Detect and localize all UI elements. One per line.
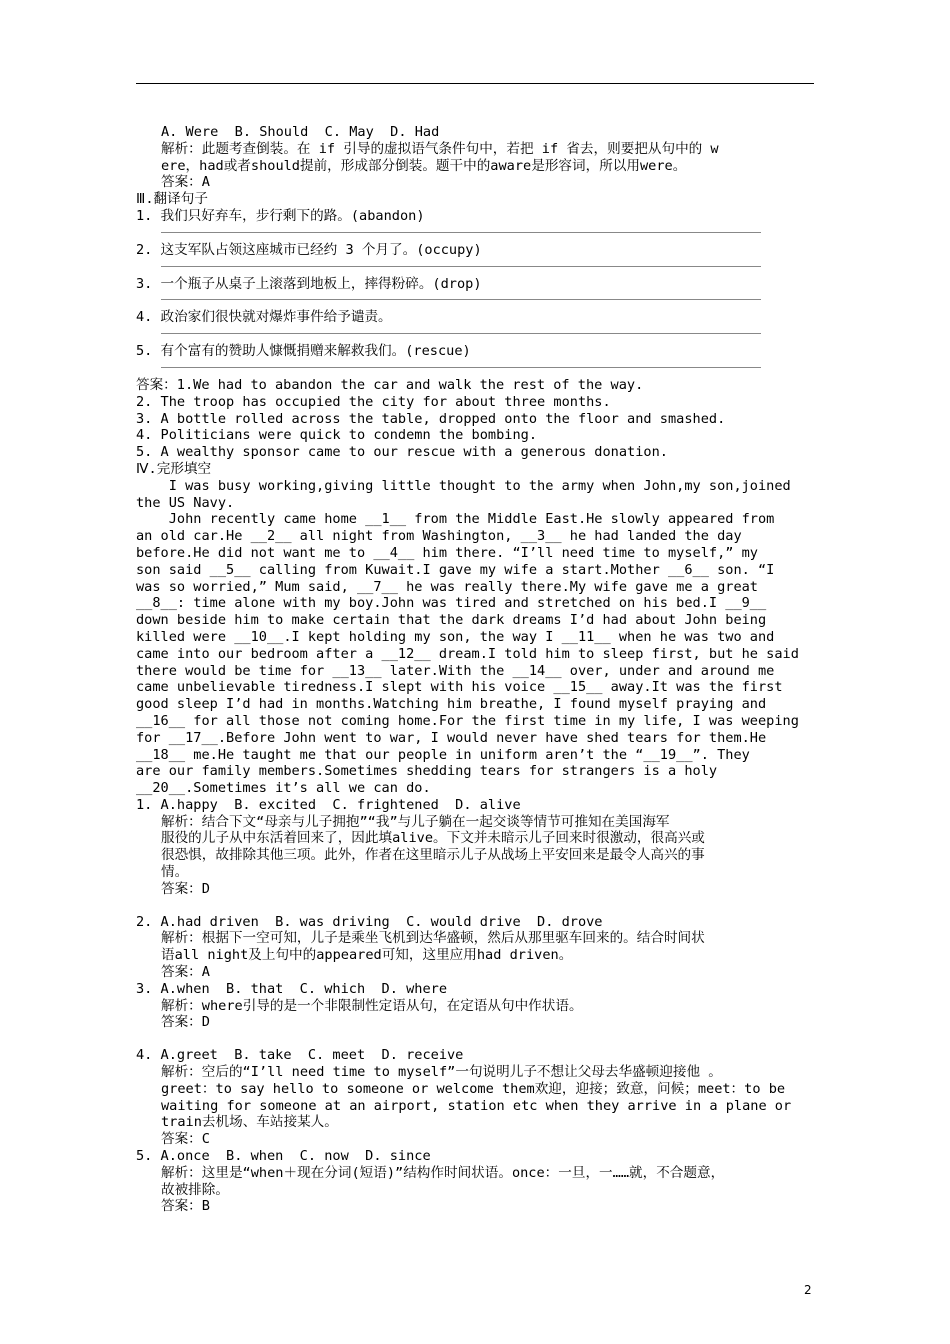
question-answer: 答案：A: [161, 964, 210, 981]
question-answer: 答案：D: [161, 1014, 210, 1031]
passage-line: __18__ me.He taught me that our people in uniform aren’t the “__19__”. They: [136, 746, 750, 763]
translation-item: 2. 这支军队占领这座城市已经约 3 个月了。(occupy): [136, 241, 482, 258]
section-heading-cloze: Ⅳ.完形填空: [136, 460, 212, 477]
question-analysis: 很恐惧，故排除其他三项。此外，作者在这里暗示儿子从战场上平安回来是最令人高兴的事: [161, 847, 705, 864]
passage-line: an old car.He __2__ all night from Washington, __3__ he had landed the day: [136, 528, 742, 545]
translation-answer: 3. A bottle rolled across the table, dropped onto the floor and smashed.: [136, 410, 726, 427]
passage-line: came unbelievable tiredness.I slept with his voice __15__ away.It was the first: [136, 679, 783, 696]
cloze-passage: [136, 478, 814, 797]
question-analysis: 服役的儿子从中东活着回来了，因此填alive。下文并未暗示儿子回来时很激动，很高兴或: [161, 830, 705, 847]
translation-item: 5. 有个富有的赞助人慷慨捐赠来解救我们。(rescue): [136, 343, 471, 360]
answer-blank-line: [161, 298, 761, 300]
question-analysis: train去机场、车站接某人。: [161, 1114, 338, 1131]
question-analysis: 解析：空后的“I’ll need time to myself”一句说明儿子不想让父母去华盛顿迎接他 。: [161, 1064, 722, 1081]
answer-blank-line: [161, 231, 761, 233]
passage-line: down beside him to make certain that the dark dreams I’d had about John being: [136, 612, 767, 629]
passage-line: son said __5__ calling from Kuwait.I gave my wife a start.Mother __6__ son. “I: [136, 561, 775, 578]
question-analysis: waiting for someone at an airport, station etc when they arrive in a plane or: [161, 1097, 792, 1114]
question-analysis: greet：to say hello to someone or welcome them欢迎，迎接；致意，问候；meet：to be: [161, 1080, 786, 1097]
passage-line: the US Navy.: [136, 494, 235, 511]
question-options: 4. A.greet B. take C. meet D. receive: [136, 1047, 464, 1064]
answer-blank-line: [161, 366, 761, 368]
passage-line: John recently came home __1__ from the Middle East.He slowly appeared from: [136, 511, 775, 528]
question-options: 3. A.when B. that C. which D. where: [136, 980, 447, 997]
answer-blank-line: [161, 332, 761, 334]
answer-line: 答案：A: [161, 174, 210, 191]
question-answer: 答案：C: [161, 1131, 210, 1148]
translation-item: 3. 一个瓶子从桌子上滚落到地板上，摔得粉碎。(drop): [136, 275, 482, 292]
passage-line: __16__ for all those not coming home.For the first time in my life, I was weeping: [136, 712, 799, 729]
translation-item: 1. 我们只好弃车，步行剩下的路。(abandon): [136, 207, 425, 224]
passage-line: killed were __10__.I kept holding my son, the way I __11__ when he was two and: [136, 628, 775, 645]
question-answer: 答案：D: [161, 880, 210, 897]
analysis-line: ere，had或者should提前，形成部分倒装。题干中的aware是形容词，所以用were。: [161, 157, 687, 174]
translation-answer: 答案：1.We had to abandon the car and walk the rest of the way.: [136, 376, 644, 393]
passage-line: are our family members.Sometimes shedding tears for strangers is a holy: [136, 763, 718, 780]
question-analysis: 解析：结合下文“母亲与儿子拥抱”“我”与儿子躺在一起交谈等情节可推知在美国海军: [161, 813, 670, 830]
passage-line: I was busy working,giving little thought to the army when John,my son,joined: [136, 477, 791, 494]
answer-blank-line: [161, 265, 761, 267]
question-options: 1. A.happy B. excited C. frightened D. alive: [136, 796, 521, 813]
options-line: A. Were B. Should C. May D. Had: [161, 124, 440, 140]
question-analysis: 情。: [161, 864, 189, 881]
header-rule: [136, 83, 814, 84]
passage-line: for __17__.Before John went to war, I would never have shed tears for them.He: [136, 729, 767, 746]
question-analysis: 解析：这里是“when＋现在分词(短语)”结构作时间状语。once：一旦，一……就，不合题意，: [161, 1164, 725, 1181]
question-options: 2. A.had driven B. was driving C. would drive D. drove: [136, 913, 603, 930]
translation-answer: 2. The troop has occupied the city for about three months.: [136, 393, 611, 410]
passage-line: came into our bedroom after a __12__ dream.I told him to sleep first, but he said: [136, 645, 799, 662]
translation-answer: 5. A wealthy sponsor came to our rescue with a generous donation.: [136, 444, 668, 461]
question-analysis: 故被排除。: [161, 1181, 229, 1198]
translation-item: 4. 政治家们很快就对爆炸事件给予谴责。: [136, 309, 392, 326]
question-analysis: 解析：根据下一空可知，儿子是乘坐飞机到达华盛顿，然后从那里驱车回来的。结合时间状: [161, 930, 705, 947]
passage-line: was so worried,” Mum said, __7__ he was really there.My wife gave me a great: [136, 578, 758, 595]
translation-answer: 4. Politicians were quick to condemn the bombing.: [136, 427, 538, 444]
question-analysis: 语all night及上句中的appeared可知，这里应用had driven。: [161, 947, 573, 964]
question-options: 5. A.once B. when C. now D. since: [136, 1148, 431, 1165]
analysis-line: 解析：此题考查倒装。在 if 引导的虚拟语气条件句中，若把 if 省去，则要把从句中的 w: [161, 140, 719, 157]
page-content: [136, 124, 814, 1215]
section-heading-translation: Ⅲ.翻译句子: [136, 191, 208, 208]
question-answer: 答案：B: [161, 1198, 210, 1215]
passage-line: before.He did not want me to __4__ him there. “I’ll need time to myself,” my: [136, 544, 758, 561]
passage-line: __20__.Sometimes it’s all we can do.: [136, 780, 431, 797]
passage-line: __8__: time alone with my boy.John was tired and stretched on his bed.I __9__: [136, 595, 767, 612]
passage-line: good sleep I’d had in months.Watching him breathe, I found myself praying and: [136, 696, 767, 713]
passage-line: there would be time for __13__ later.With the __14__ over, under and around me: [136, 662, 775, 679]
question-analysis: 解析：where引导的是一个非限制性定语从句，在定语从句中作状语。: [161, 997, 583, 1014]
page-number: 2: [804, 1283, 812, 1297]
